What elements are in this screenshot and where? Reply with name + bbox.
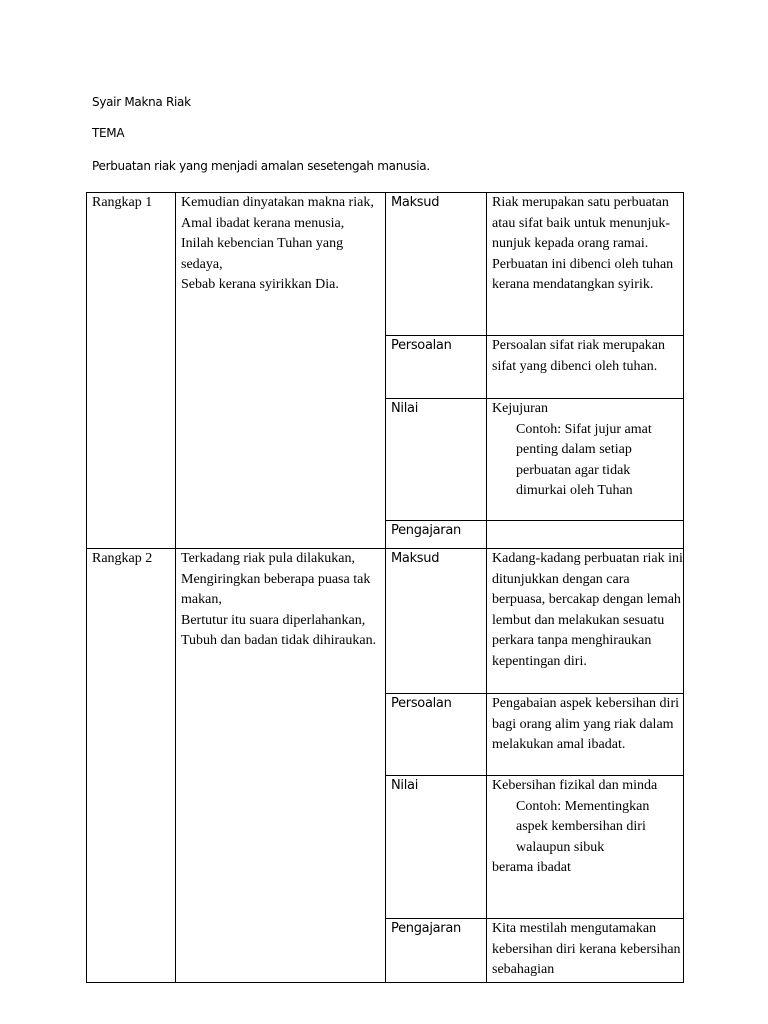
nilai-title: Kebersihan fizikal dan minda <box>492 778 658 793</box>
aspect-label-nilai: Nilai <box>391 401 419 416</box>
verse-cell <box>176 549 386 983</box>
aspect-label-nilai: Nilai <box>391 778 419 793</box>
aspect-value-cell <box>487 776 684 919</box>
nilai-example-tail: berama ibadat <box>492 860 571 875</box>
persoalan-text: Persoalan sifat riak merupakan sifat yang dibenci oleh tuhan. <box>492 338 665 374</box>
aspect-value-cell <box>487 694 684 776</box>
aspect-label-cell <box>386 776 487 919</box>
nilai-title: Kejujuran <box>492 401 548 416</box>
rangkap-label-cell <box>87 193 176 549</box>
tema-text: Perbuatan riak yang menjadi amalan sesetengah manusia. <box>92 159 430 173</box>
aspect-label-cell <box>386 193 487 336</box>
nilai-example: Contoh: Mementingkan aspek kembersihan diri walaupun sibuk <box>516 798 650 855</box>
maksud-text: Kadang-kadang perbuatan riak ini ditunjukkan dengan cara berpuasa, bercakap dengan lemah lembut dan melakukan sesuatu perkara tanpa menghiraukan kepentingan diri. <box>492 551 683 669</box>
maksud-text: Riak merupakan satu perbuatan atau sifat baik untuk menunjuk-nunjuk kepada orang ramai. Perbuatan ini dibenci oleh tuhan kerana mendatangkan syirik. <box>492 195 674 292</box>
tema-heading: TEMA <box>92 126 125 140</box>
verse-cell <box>176 193 386 549</box>
syair-analysis-table <box>86 192 684 983</box>
aspect-label-cell <box>386 919 487 983</box>
aspect-label-persoalan: Persoalan <box>391 338 452 353</box>
aspect-label-cell <box>386 694 487 776</box>
table-row <box>87 193 684 336</box>
rangkap-label: Rangkap 1 <box>92 195 153 210</box>
aspect-value-cell <box>487 399 684 521</box>
aspect-value-cell <box>487 521 684 549</box>
rangkap-label-cell <box>87 549 176 983</box>
aspect-value-cell <box>487 549 684 694</box>
nilai-example: Contoh: Sifat jujur amat penting dalam setiap perbuatan agar tidak dimurkai oleh Tuhan <box>516 421 652 498</box>
aspect-label-pengajaran: Pengajaran <box>391 523 461 538</box>
rangkap-label: Rangkap 2 <box>92 551 153 566</box>
aspect-value-cell <box>487 193 684 336</box>
aspect-label-cell <box>386 336 487 399</box>
table-row <box>87 549 684 694</box>
aspect-value-cell <box>487 919 684 983</box>
aspect-label-cell <box>386 521 487 549</box>
aspect-label-cell <box>386 399 487 521</box>
aspect-label-cell <box>386 549 487 694</box>
pengajaran-text: Kita mestilah mengutamakan kebersihan diri kerana kebersihan sebahagian <box>492 921 681 977</box>
document-title: Syair Makna Riak <box>92 95 191 109</box>
aspect-label-persoalan: Persoalan <box>391 696 452 711</box>
aspect-label-maksud: Maksud <box>391 195 440 210</box>
verse-text: Kemudian dinyatakan makna riak, Amal ibadat kerana menusia, Inilah kebencian Tuhan yang sedaya, Sebab kerana syirikkan Dia. <box>181 195 374 292</box>
persoalan-text: Pengabaian aspek kebersihan diri bagi orang alim yang riak dalam melakukan amal ibadat. <box>492 696 679 752</box>
aspect-label-maksud: Maksud <box>391 551 440 566</box>
aspect-label-pengajaran: Pengajaran <box>391 921 461 936</box>
verse-text: Terkadang riak pula dilakukan, Mengiringkan beberapa puasa tak makan, Bertutur itu suara diperlahankan, Tubuh dan badan tidak dihiraukan. <box>181 551 377 648</box>
aspect-value-cell <box>487 336 684 399</box>
